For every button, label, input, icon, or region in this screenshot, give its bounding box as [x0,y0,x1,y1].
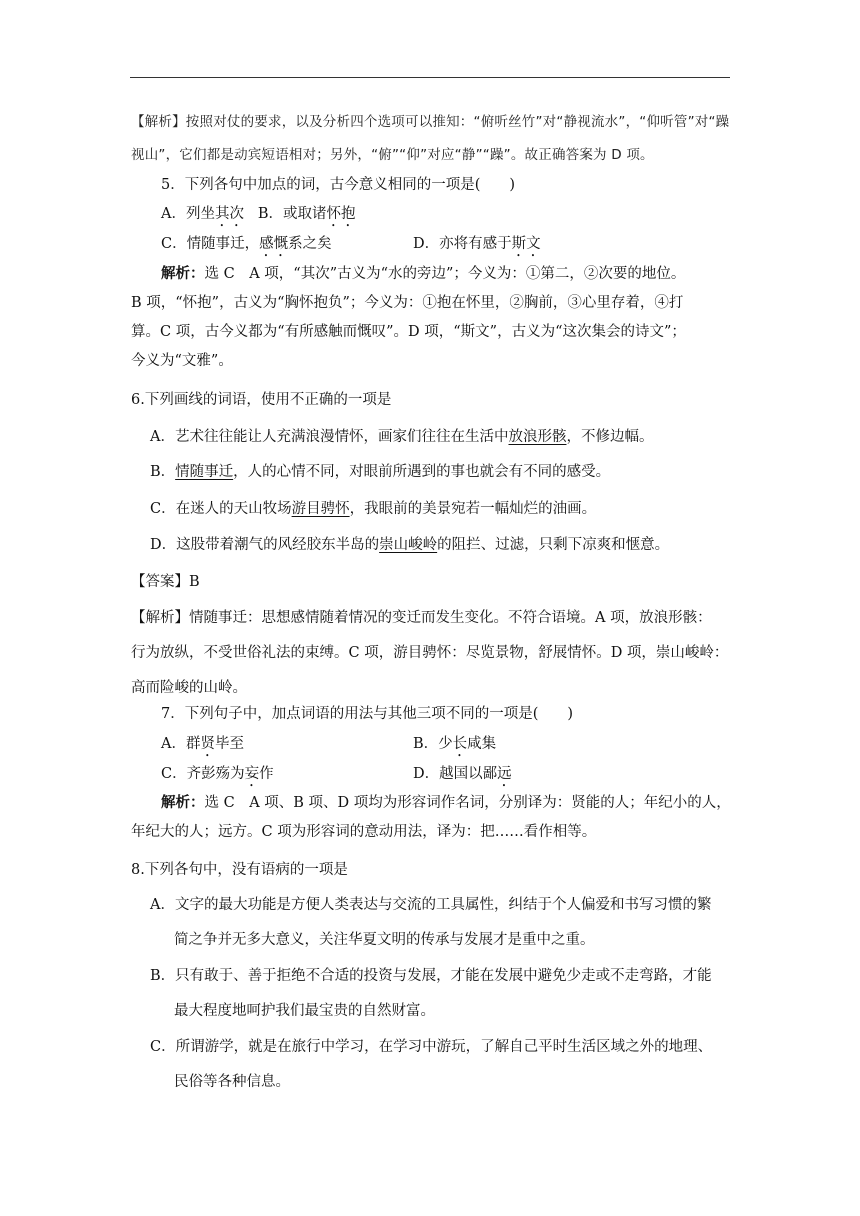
q8-optB-line2: 最大程度地呵护我们最宝贵的自然财富。 [174,1003,435,1019]
q6-explanation-line3: 高而险峻的山岭。 [131,680,247,696]
q5-options-ab [161,204,355,230]
q8-optC-line1: C．所谓游学，就是在旅行中学习，在学习中游玩，了解自己平时生活区域之外的地理、 [150,1039,713,1055]
q7-answer-line2: 年纪大的人；远方。C 项为形容词的意动用法，译为：把……看作相等。 [131,824,597,840]
q5-answer-line1 [161,264,685,284]
q6-optA-underlined: 放浪形骸 [508,429,567,445]
q7-optD-dot: 远 [497,766,512,782]
q8-optC-line2: 民俗等各种信息。 [174,1074,290,1090]
q6-optC-pre: C．在迷人的天山牧场 [150,501,292,517]
q5-optB-dot: 怀抱 [326,206,356,222]
q6-optC-post: ，我眼前的美景宛若一幅灿烂的油画。 [349,501,597,517]
q5-optC-dot: 感慨 [259,236,289,252]
q8-optA-line2: 简之争并无多大意义，关注华夏文明的传承与发展才是重中之重。 [174,932,595,948]
q5-optC [161,234,332,260]
q7-optC [161,764,274,790]
q6-optD [150,535,669,555]
q6-explanation-line2: 行为放纵，不受世俗礼法的束缚。C 项，游目骋怀：尽览景物，舒展情怀。D 项，崇山峻岭： [131,645,729,661]
q6-optB-post: ，人的心情不同，对眼前所遇到的事也就会有不同的感受。 [233,464,611,480]
top-explanation-line2: 视山”，它们都是动宾短语相对；另外，“俯”“仰”对应“静”“躁”。故正确答案为 D 项。 [131,147,654,163]
q6-stem: 6.下列画线的词语，使用不正确的一项是 [131,392,392,408]
q5-optA-dot: 其次 [214,206,244,222]
q5-stem: 5．下列各句中加点的词，古今意义相同的一项是( ) [161,177,516,193]
q7-answer-text1: 选 C A 项、B 项、D 项均为形容词作名词，分别译为：贤能的人；年纪小的人， [204,795,731,811]
q5-optD-dot: 斯文 [511,236,541,252]
q6-optA-pre: A．艺术往往能让人充满浪漫情怀，画家们往往在生活中 [150,429,509,445]
q8-optA-line1: A．文字的最大功能是方便人类表达与交流的工具属性，纠结于个人偏爱和书写习惯的繁 [150,897,712,913]
q7-optA-post: 毕至 [214,736,244,752]
q6-answer: 【答案】B [131,574,200,590]
q5-optA-pre: A．列坐 [161,206,215,222]
q6-optB-underlined: 情随事迁 [175,464,234,480]
q7-optB-dot: 长 [452,736,468,752]
q5-optC-pre: C．情随事迁， [161,236,260,252]
q5-answer-line4: 今义为“文雅”。 [131,353,233,369]
q8-optB-line1: B．只有敢于、善于拒绝不合适的投资与发展，才能在发展中避免少走或不走弯路，才能 [150,968,712,984]
q6-optC-underlined: 游目骋怀 [291,501,350,517]
header-rule [130,77,730,78]
q7-stem: 7．下列句子中，加点词语的用法与其他三项不同的一项是( ) [161,706,574,722]
q7-optA-pre: A．群 [161,736,201,752]
q6-optA [150,427,653,447]
q5-answer-line3: 算。C 项，古今义都为“有所感触而慨叹”。D 项，“斯文”，古义为“这次集会的诗文”； [131,324,686,340]
q6-optB [150,462,610,482]
q7-optB-pre: B．少 [413,736,453,752]
q6-optB-pre: B． [150,464,176,480]
q5-optC-post: 系之矣 [288,236,332,252]
q5-optB-pre: B．或取诸 [257,206,327,222]
q7-optD-pre: D．越国以鄙 [413,766,498,782]
q7-optA [161,734,244,760]
q7-answer-line1 [161,793,731,813]
q6-optD-underlined: 崇山峻岭 [379,537,438,553]
q7-optD [413,764,512,790]
q7-optC-post: 作 [259,766,274,782]
q6-optD-pre: D．这股带着潮气的风经胶东半岛的 [150,537,380,553]
q5-answer-line2: B 项，“怀抱”，古义为“胸怀抱负”；今义为：①抱在怀里，②胸前，③心里存着，④打 [131,295,684,311]
q5-answer-text1: 选 C A 项，“其次”古义为“水的旁边”；今义为：①第二，②次要的地位。 [204,266,686,282]
q5-optD [413,234,541,260]
q7-optA-dot: 贤 [200,736,215,752]
q7-optC-pre: C．齐彭殇为 [161,766,245,782]
q5-optD-pre: D．亦将有感于 [413,236,512,252]
top-explanation-line1: 【解析】按照对仗的要求，以及分析四个选项可以推知：“俯听丝竹”对“静视流水”，“仰听管”对“躁 [131,114,730,130]
q6-optA-post: ，不修边幅。 [566,429,654,445]
q7-answer-label: 解析： [161,795,205,811]
q6-optC [150,499,596,519]
q6-explanation-line1: 【解析】情随事迁：思想感情随着情况的变迁而发生变化。不符合语境。A 项，放浪形骸： [131,610,712,626]
q8-stem: 8.下列各句中，没有语病的一项是 [131,862,348,878]
q5-answer-label: 解析： [161,266,205,282]
q7-optB-post: 咸集 [467,736,497,752]
q7-optC-dot: 妄 [244,766,260,782]
q7-optB [413,734,496,760]
q6-optD-post: 的阻拦、过滤，只剩下凉爽和惬意。 [437,537,670,553]
